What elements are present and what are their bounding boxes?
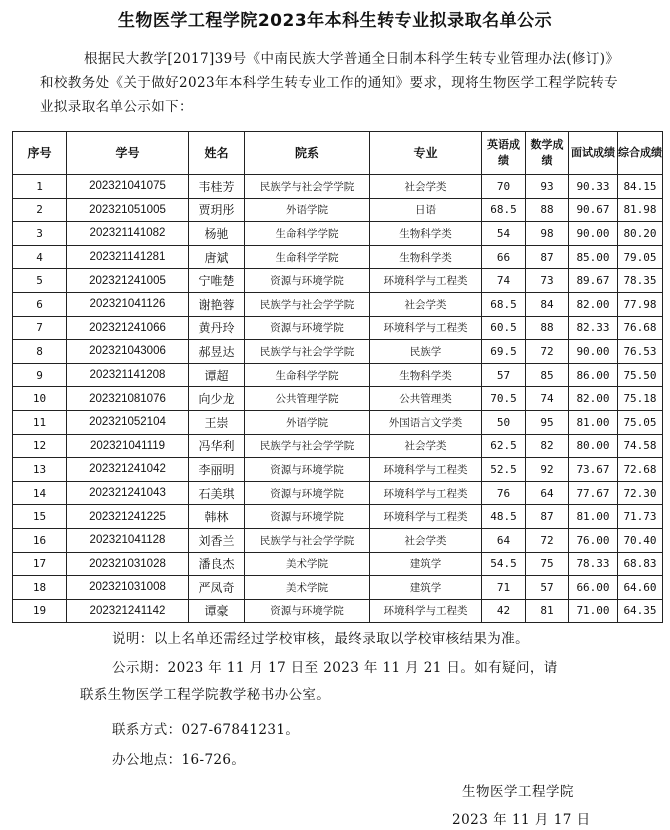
cell-math: 88 — [526, 198, 569, 222]
table-row — [13, 292, 663, 316]
cell-total: 72.68 — [618, 458, 663, 482]
table-header-row — [13, 132, 663, 175]
cell-college: 资源与环境学院 — [245, 458, 370, 482]
cell-total: 79.05 — [618, 245, 663, 269]
cell-student-id: 202321241225 — [67, 505, 189, 529]
cell-college: 民族学与社会学学院 — [245, 292, 370, 316]
table-body — [13, 175, 663, 623]
cell-college: 美术学院 — [245, 552, 370, 576]
cell-index: 16 — [13, 528, 67, 552]
cell-major: 建筑学 — [370, 552, 482, 576]
table-row — [13, 505, 663, 529]
cell-index: 6 — [13, 292, 67, 316]
cell-total: 72.30 — [618, 481, 663, 505]
cell-major: 民族学 — [370, 340, 482, 364]
cell-math: 87 — [526, 245, 569, 269]
period-note-line1: 公示期：2023 年 11 月 17 日至 2023 年 11 月 21 日。如有疑问，请 — [112, 660, 558, 676]
cell-student-id: 202321051005 — [67, 198, 189, 222]
cell-major: 社会学类 — [370, 528, 482, 552]
cell-name: 谭超 — [189, 363, 245, 387]
header-interview: 面试成绩 — [569, 132, 618, 175]
cell-total: 75.05 — [618, 410, 663, 434]
table-row — [13, 599, 663, 623]
cell-name: 谭豪 — [189, 599, 245, 623]
cell-major: 环境科学与工程类 — [370, 599, 482, 623]
cell-college: 民族学与社会学学院 — [245, 175, 370, 199]
table-row — [13, 576, 663, 600]
cell-major: 环境科学与工程类 — [370, 505, 482, 529]
table-row — [13, 245, 663, 269]
intro-paragraph: 根据民大教学[2017]39号《中南民族大学普通全日制本科学生转专业管理办法(修订)》和校教务处《关于做好2023年本科学生转专业工作的通知》要求，现将生物医学工程学院转专业拟录取名单公示如下： — [40, 51, 620, 115]
cell-interview: 81.00 — [569, 410, 618, 434]
cell-interview: 78.33 — [569, 552, 618, 576]
cell-name: 唐斌 — [189, 245, 245, 269]
cell-student-id: 202321041128 — [67, 528, 189, 552]
cell-name: 严凤奇 — [189, 576, 245, 600]
cell-index: 19 — [13, 599, 67, 623]
cell-total: 64.35 — [618, 599, 663, 623]
table-row — [13, 316, 663, 340]
cell-total: 78.35 — [618, 269, 663, 293]
cell-math: 72 — [526, 340, 569, 364]
cell-name: 刘香兰 — [189, 528, 245, 552]
cell-interview: 80.00 — [569, 434, 618, 458]
cell-total: 71.73 — [618, 505, 663, 529]
cell-interview: 90.67 — [569, 198, 618, 222]
cell-index: 18 — [13, 576, 67, 600]
cell-english: 60.5 — [482, 316, 526, 340]
cell-math: 95 — [526, 410, 569, 434]
cell-major: 生物科学类 — [370, 363, 482, 387]
header-math: 数学成绩 — [526, 132, 569, 175]
cell-major: 建筑学 — [370, 576, 482, 600]
cell-index: 8 — [13, 340, 67, 364]
cell-total: 70.40 — [618, 528, 663, 552]
cell-student-id: 202321241042 — [67, 458, 189, 482]
table-row — [13, 458, 663, 482]
cell-major: 环境科学与工程类 — [370, 481, 482, 505]
cell-student-id: 202321241005 — [67, 269, 189, 293]
cell-total: 81.98 — [618, 198, 663, 222]
cell-student-id: 202321041075 — [67, 175, 189, 199]
cell-name: 黄丹玲 — [189, 316, 245, 340]
cell-student-id: 202321043006 — [67, 340, 189, 364]
cell-interview: 90.00 — [569, 222, 618, 246]
cell-interview: 71.00 — [569, 599, 618, 623]
header-total: 综合成绩 — [618, 132, 663, 175]
cell-college: 资源与环境学院 — [245, 481, 370, 505]
table-row — [13, 222, 663, 246]
cell-math: 73 — [526, 269, 569, 293]
cell-english: 68.5 — [482, 292, 526, 316]
cell-major: 社会学类 — [370, 175, 482, 199]
cell-index: 12 — [13, 434, 67, 458]
cell-index: 15 — [13, 505, 67, 529]
contact-note: 联系方式：027-67841231。 — [112, 722, 300, 738]
cell-college: 外语学院 — [245, 410, 370, 434]
cell-total: 80.20 — [618, 222, 663, 246]
cell-index: 2 — [13, 198, 67, 222]
cell-student-id: 202321081076 — [67, 387, 189, 411]
cell-english: 50 — [482, 410, 526, 434]
cell-index: 1 — [13, 175, 67, 199]
table-row — [13, 434, 663, 458]
cell-interview: 90.33 — [569, 175, 618, 199]
cell-name: 韦桂芳 — [189, 175, 245, 199]
cell-total: 74.58 — [618, 434, 663, 458]
header-name: 姓名 — [189, 132, 245, 175]
cell-college: 美术学院 — [245, 576, 370, 600]
cell-total: 68.83 — [618, 552, 663, 576]
table-row — [13, 198, 663, 222]
cell-math: 75 — [526, 552, 569, 576]
cell-index: 14 — [13, 481, 67, 505]
header-major: 专业 — [370, 132, 482, 175]
cell-math: 92 — [526, 458, 569, 482]
cell-interview: 77.67 — [569, 481, 618, 505]
cell-interview: 73.67 — [569, 458, 618, 482]
cell-english: 64 — [482, 528, 526, 552]
cell-college: 公共管理学院 — [245, 387, 370, 411]
header-college: 院系 — [245, 132, 370, 175]
cell-college: 资源与环境学院 — [245, 269, 370, 293]
cell-interview: 81.00 — [569, 505, 618, 529]
cell-name: 贾玥彤 — [189, 198, 245, 222]
cell-total: 75.50 — [618, 363, 663, 387]
cell-major: 社会学类 — [370, 292, 482, 316]
cell-english: 54.5 — [482, 552, 526, 576]
cell-index: 4 — [13, 245, 67, 269]
cell-college: 资源与环境学院 — [245, 505, 370, 529]
cell-major: 公共管理类 — [370, 387, 482, 411]
cell-interview: 82.00 — [569, 387, 618, 411]
cell-math: 74 — [526, 387, 569, 411]
table-row — [13, 410, 663, 434]
cell-total: 64.60 — [618, 576, 663, 600]
cell-index: 10 — [13, 387, 67, 411]
cell-college: 外语学院 — [245, 198, 370, 222]
cell-total: 77.98 — [618, 292, 663, 316]
cell-interview: 86.00 — [569, 363, 618, 387]
cell-major: 生物科学类 — [370, 222, 482, 246]
cell-index: 17 — [13, 552, 67, 576]
cell-major: 环境科学与工程类 — [370, 316, 482, 340]
cell-name: 潘良杰 — [189, 552, 245, 576]
cell-math: 82 — [526, 434, 569, 458]
cell-index: 3 — [13, 222, 67, 246]
table-row — [13, 340, 663, 364]
cell-math: 87 — [526, 505, 569, 529]
cell-name: 韩林 — [189, 505, 245, 529]
cell-student-id: 202321041119 — [67, 434, 189, 458]
cell-major: 社会学类 — [370, 434, 482, 458]
table-row — [13, 175, 663, 199]
cell-math: 93 — [526, 175, 569, 199]
cell-name: 王崇 — [189, 410, 245, 434]
cell-student-id: 202321041126 — [67, 292, 189, 316]
office-note: 办公地点：16-726。 — [112, 752, 246, 768]
page-title: 生物医学工程学院2023年本科生转专业拟录取名单公示 — [117, 11, 553, 31]
cell-interview: 82.33 — [569, 316, 618, 340]
cell-college: 民族学与社会学学院 — [245, 434, 370, 458]
cell-english: 70 — [482, 175, 526, 199]
cell-index: 5 — [13, 269, 67, 293]
table-row — [13, 528, 663, 552]
cell-interview: 76.00 — [569, 528, 618, 552]
cell-major: 生物科学类 — [370, 245, 482, 269]
cell-index: 11 — [13, 410, 67, 434]
cell-math: 84 — [526, 292, 569, 316]
cell-name: 向少龙 — [189, 387, 245, 411]
header-index: 序号 — [13, 132, 67, 175]
cell-interview: 85.00 — [569, 245, 618, 269]
cell-math: 72 — [526, 528, 569, 552]
cell-english: 74 — [482, 269, 526, 293]
table-row — [13, 552, 663, 576]
cell-math: 64 — [526, 481, 569, 505]
cell-major: 外国语言文学类 — [370, 410, 482, 434]
cell-student-id: 202321241043 — [67, 481, 189, 505]
cell-major: 环境科学与工程类 — [370, 269, 482, 293]
cell-name: 冯华利 — [189, 434, 245, 458]
cell-english: 71 — [482, 576, 526, 600]
cell-college: 生命科学学院 — [245, 222, 370, 246]
cell-student-id: 202321141281 — [67, 245, 189, 269]
cell-interview: 90.00 — [569, 340, 618, 364]
cell-math: 85 — [526, 363, 569, 387]
cell-name: 杨驰 — [189, 222, 245, 246]
cell-english: 62.5 — [482, 434, 526, 458]
cell-college: 资源与环境学院 — [245, 316, 370, 340]
cell-college: 民族学与社会学学院 — [245, 340, 370, 364]
cell-interview: 82.00 — [569, 292, 618, 316]
cell-math: 81 — [526, 599, 569, 623]
cell-student-id: 202321141082 — [67, 222, 189, 246]
cell-college: 民族学与社会学学院 — [245, 528, 370, 552]
cell-english: 76 — [482, 481, 526, 505]
cell-english: 70.5 — [482, 387, 526, 411]
cell-english: 69.5 — [482, 340, 526, 364]
table-row — [13, 481, 663, 505]
cell-index: 9 — [13, 363, 67, 387]
cell-student-id: 202321052104 — [67, 410, 189, 434]
period-note-line2: 联系生物医学工程学院教学秘书办公室。 — [80, 687, 331, 703]
cell-name: 郝昱达 — [189, 340, 245, 364]
cell-english: 68.5 — [482, 198, 526, 222]
cell-name: 李丽明 — [189, 458, 245, 482]
cell-interview: 89.67 — [569, 269, 618, 293]
cell-college: 生命科学学院 — [245, 363, 370, 387]
table-row — [13, 387, 663, 411]
header-english: 英语成绩 — [482, 132, 526, 175]
cell-name: 宁唯楚 — [189, 269, 245, 293]
cell-math: 57 — [526, 576, 569, 600]
admission-table — [12, 131, 663, 623]
cell-major: 日语 — [370, 198, 482, 222]
cell-name: 谢艳蓉 — [189, 292, 245, 316]
cell-total: 84.15 — [618, 175, 663, 199]
cell-math: 88 — [526, 316, 569, 340]
cell-student-id: 202321241142 — [67, 599, 189, 623]
cell-total: 75.18 — [618, 387, 663, 411]
table-row — [13, 269, 663, 293]
cell-student-id: 202321141208 — [67, 363, 189, 387]
cell-major: 环境科学与工程类 — [370, 458, 482, 482]
cell-college: 生命科学学院 — [245, 245, 370, 269]
cell-english: 57 — [482, 363, 526, 387]
cell-total: 76.53 — [618, 340, 663, 364]
signature-date: 2023 年 11 月 17 日 — [452, 812, 591, 828]
cell-math: 98 — [526, 222, 569, 246]
header-student-id: 学号 — [67, 132, 189, 175]
cell-english: 54 — [482, 222, 526, 246]
cell-index: 13 — [13, 458, 67, 482]
cell-student-id: 202321031028 — [67, 552, 189, 576]
cell-english: 42 — [482, 599, 526, 623]
cell-english: 48.5 — [482, 505, 526, 529]
cell-english: 52.5 — [482, 458, 526, 482]
cell-college: 资源与环境学院 — [245, 599, 370, 623]
cell-name: 石美琪 — [189, 481, 245, 505]
cell-total: 76.68 — [618, 316, 663, 340]
remark-note: 说明：以上名单还需经过学校审核，最终录取以学校审核结果为准。 — [112, 631, 529, 647]
cell-student-id: 202321241066 — [67, 316, 189, 340]
signature-org: 生物医学工程学院 — [462, 784, 574, 800]
cell-student-id: 202321031008 — [67, 576, 189, 600]
cell-index: 7 — [13, 316, 67, 340]
cell-english: 66 — [482, 245, 526, 269]
table-row — [13, 363, 663, 387]
cell-interview: 66.00 — [569, 576, 618, 600]
